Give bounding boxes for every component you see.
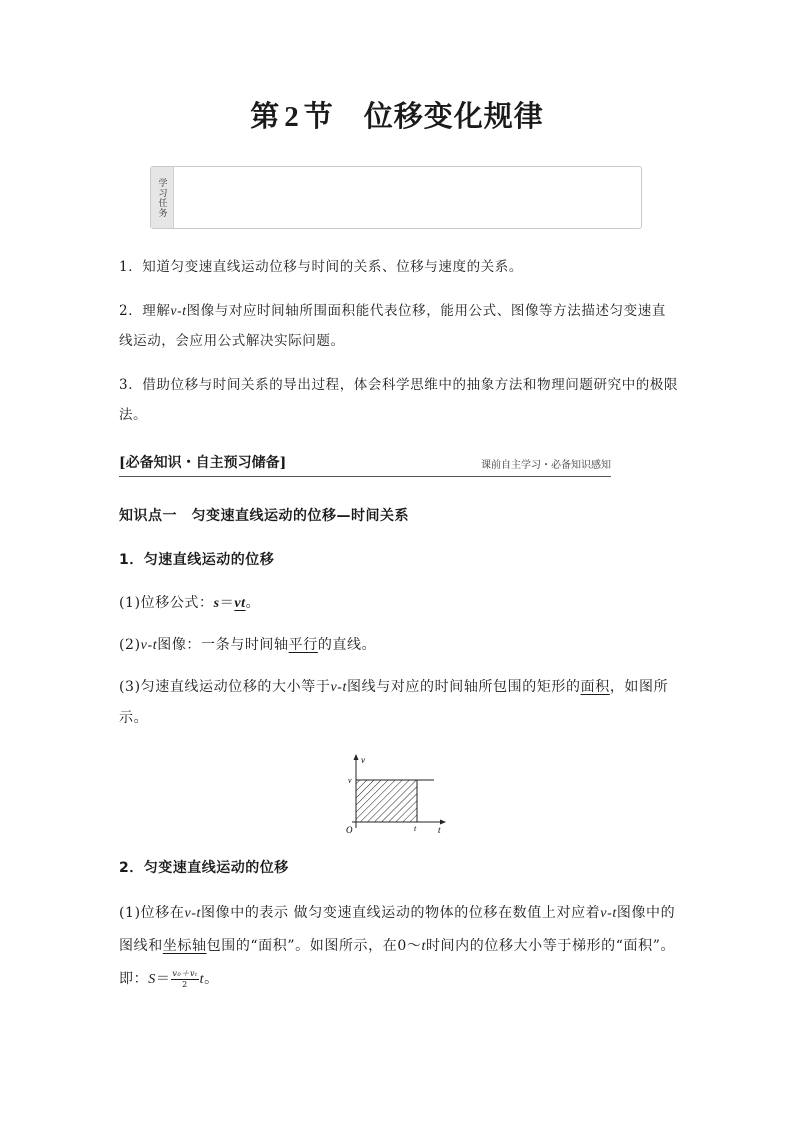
learning-task-box (150, 166, 642, 229)
page-title (0, 94, 794, 135)
title-number: 2 (284, 101, 300, 133)
section-bar (119, 452, 611, 477)
y-axis-label: v (361, 755, 365, 765)
origin-label: O (346, 825, 353, 835)
x-axis-arrow (440, 820, 446, 825)
title-prefix: 第 (250, 99, 281, 133)
section-subtitle: 课前自主学习・必备知识感知 (481, 460, 611, 471)
section-title: [必备知识・自主预习储备] (119, 455, 287, 471)
y-value-label: v (348, 776, 352, 785)
x-value-label: t (414, 824, 417, 833)
sub1-item-1: (1)位移公式：s＝vt。 (119, 595, 261, 611)
knowledge-point-heading: 知识点一 匀变速直线运动的位移—时间关系 (119, 508, 409, 524)
sub1-item-2: (2)v-t图像：一条与时间轴平行的直线。 (119, 637, 377, 653)
y-axis-arrow (354, 754, 359, 760)
goal-3: 3．借助位移与时间关系的导出过程，体会科学思维中的抽象方法和物理问题研究中的极限法。 (119, 377, 679, 423)
goal-1: 1．知道匀变速直线运动位移与时间的关系、位移与速度的关系。 (119, 259, 523, 275)
subsection-1-heading: 1．匀速直线运动的位移 (119, 552, 275, 568)
shaded-area (356, 780, 417, 822)
goal-2: 2．理解v-t图像与对应时间轴所围面积能代表位移，能用公式、图像等方法描述匀变速直线运动，会应用公式解决实际问题。 (119, 303, 666, 349)
formula-fraction: $\frac{\text{v₀＋vₜ}}{2}$ (172, 968, 198, 989)
x-axis-label: t (438, 825, 441, 835)
subsection-2-heading: 2．匀变速直线运动的位移 (119, 860, 289, 876)
learning-task-label: 学习任务 (151, 167, 174, 228)
vt-rectangle-figure (338, 752, 450, 836)
sub1-item-3: (3)匀速直线运动位移的大小等于v-t图线与对应的时间轴所包围的矩形的面积，如图所示。 (119, 679, 669, 726)
title-name: 位移变化规律 (363, 99, 544, 133)
sub2-paragraph: (1)位移在v-t图像中的表示 做匀变速直线运动的物体的位移在数值上对应着v-t图像中的图线和坐标轴包围的“面积”。如图所示，在0～t时间内的位移大小等于梯形的“面积”。即：S＝ $\frac{\text{v₀＋vₜ}}{2}$ t。 (119, 905, 676, 989)
title-suffix: 节 (303, 99, 334, 133)
formula-lhs: S (148, 972, 156, 987)
